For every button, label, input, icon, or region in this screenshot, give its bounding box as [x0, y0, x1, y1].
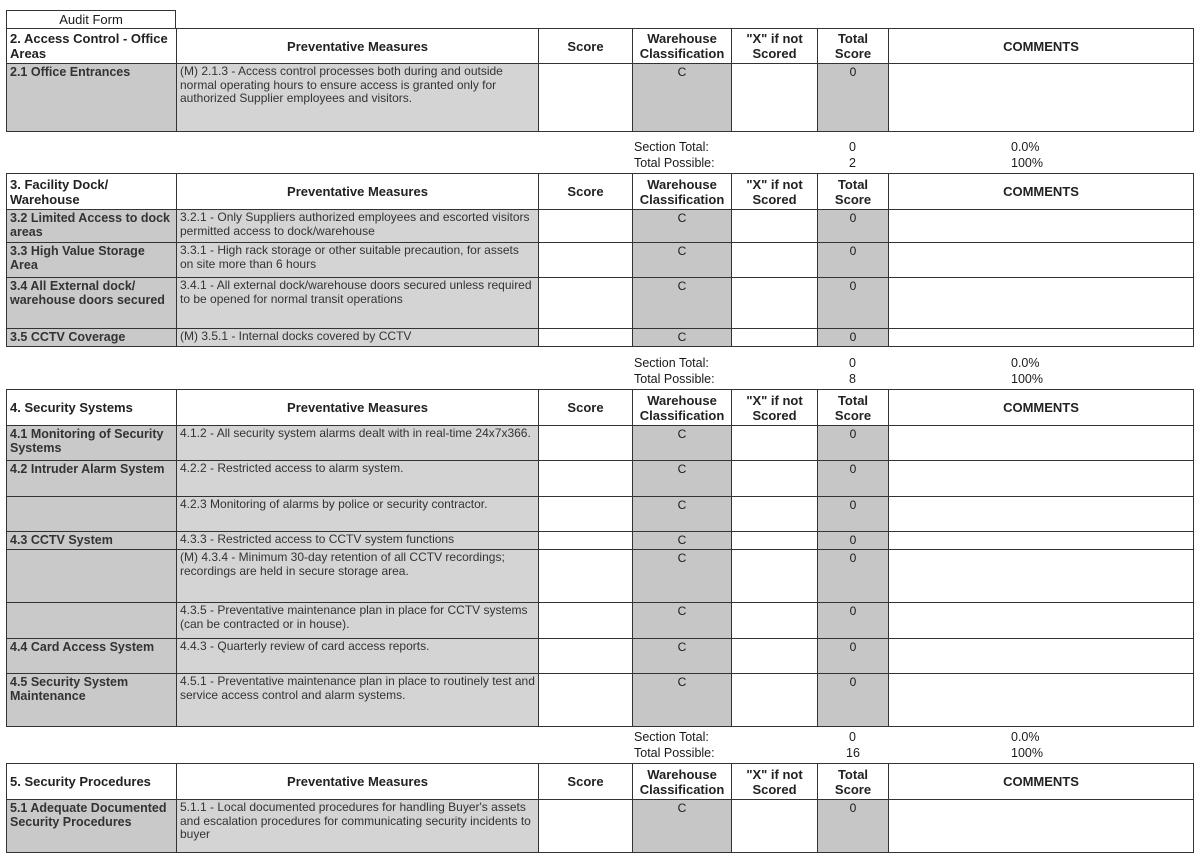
col-header-classification: Warehouse Classification — [633, 390, 732, 426]
not-scored-input[interactable] — [732, 278, 818, 329]
col-header-comments: COMMENTS — [889, 764, 1194, 800]
classification-cell: C — [633, 550, 732, 603]
score-input[interactable] — [539, 497, 633, 532]
not-scored-input[interactable] — [732, 426, 818, 461]
score-input[interactable] — [539, 674, 633, 727]
score-input[interactable] — [539, 550, 633, 603]
col-header-score: Score — [539, 174, 633, 210]
comments-input[interactable] — [889, 278, 1194, 329]
table-row — [7, 461, 1194, 497]
section-total-label: Section Total: — [634, 140, 709, 154]
not-scored-input[interactable] — [732, 461, 818, 497]
section-table-security-procedures — [6, 763, 1194, 853]
measure-cell: 4.2.3 Monitoring of alarms by police or security contractor. — [177, 497, 539, 532]
table-row — [7, 210, 1194, 243]
section-title: 4. Security Systems — [7, 390, 177, 426]
comments-input[interactable] — [889, 639, 1194, 674]
area-cell: 3.4 All External dock/ warehouse doors secured — [7, 278, 177, 329]
section-total-label: Section Total: — [634, 730, 709, 744]
total-score-cell: 0 — [818, 210, 889, 243]
table-row — [7, 426, 1194, 461]
comments-input[interactable] — [889, 674, 1194, 727]
score-input[interactable] — [539, 243, 633, 278]
area-cell: 4.5 Security System Maintenance — [7, 674, 177, 727]
score-input[interactable] — [539, 329, 633, 347]
col-header-comments: COMMENTS — [889, 174, 1194, 210]
col-header-not-scored: "X" if not Scored — [732, 29, 818, 64]
comments-input[interactable] — [889, 64, 1194, 132]
total-score-cell: 0 — [818, 461, 889, 497]
classification-cell: C — [633, 532, 732, 550]
comments-input[interactable] — [889, 329, 1194, 347]
table-row — [7, 603, 1194, 639]
col-header-classification: Warehouse Classification — [633, 29, 732, 64]
score-input[interactable] — [539, 64, 633, 132]
section-table-facility-dock — [6, 173, 1194, 347]
section-total-value: 0 — [849, 730, 856, 744]
total-score-cell: 0 — [818, 497, 889, 532]
area-cell: 3.2 Limited Access to dock areas — [7, 210, 177, 243]
area-cell: 4.2 Intruder Alarm System — [7, 461, 177, 497]
classification-cell: C — [633, 329, 732, 347]
total-possible-value: 16 — [846, 746, 860, 760]
not-scored-input[interactable] — [732, 497, 818, 532]
area-cell: 4.1 Monitoring of Security Systems — [7, 426, 177, 461]
section-total-pct: 0.0% — [1011, 356, 1040, 370]
measure-cell: 3.4.1 - All external dock/warehouse doors secured unless required to be opened for normal transit operations — [177, 278, 539, 329]
table-row — [7, 243, 1194, 278]
total-possible-pct: 100% — [1011, 156, 1043, 170]
measure-cell: 4.2.2 - Restricted access to alarm system. — [177, 461, 539, 497]
comments-input[interactable] — [889, 461, 1194, 497]
not-scored-input[interactable] — [732, 603, 818, 639]
table-row — [7, 497, 1194, 532]
area-cell — [7, 497, 177, 532]
col-header-measures: Preventative Measures — [177, 764, 539, 800]
table-row — [7, 800, 1194, 853]
table-row — [7, 329, 1194, 347]
col-header-not-scored: "X" if not Scored — [732, 764, 818, 800]
classification-cell: C — [633, 278, 732, 329]
comments-input[interactable] — [889, 603, 1194, 639]
comments-input[interactable] — [889, 243, 1194, 278]
measure-cell: 4.3.5 - Preventative maintenance plan in place for CCTV systems (can be contracted or in house). — [177, 603, 539, 639]
section-title: 5. Security Procedures — [7, 764, 177, 800]
comments-input[interactable] — [889, 426, 1194, 461]
col-header-total-score: Total Score — [818, 29, 889, 64]
total-score-cell: 0 — [818, 532, 889, 550]
score-input[interactable] — [539, 210, 633, 243]
col-header-score: Score — [539, 390, 633, 426]
not-scored-input[interactable] — [732, 639, 818, 674]
table-row — [7, 64, 1194, 132]
col-header-total-score: Total Score — [818, 390, 889, 426]
col-header-classification: Warehouse Classification — [633, 764, 732, 800]
total-score-cell: 0 — [818, 243, 889, 278]
section-total-label: Section Total: — [634, 356, 709, 370]
measure-cell: (M) 3.5.1 - Internal docks covered by CCTV — [177, 329, 539, 347]
col-header-total-score: Total Score — [818, 174, 889, 210]
col-header-measures: Preventative Measures — [177, 174, 539, 210]
measure-cell: 5.1.1 - Local documented procedures for handling Buyer's assets and escalation procedures for communicating security incidents to buyer — [177, 800, 539, 853]
table-row — [7, 532, 1194, 550]
not-scored-input[interactable] — [732, 210, 818, 243]
total-score-cell: 0 — [818, 800, 889, 853]
measure-cell: 3.3.1 - High rack storage or other suitable precaution, for assets on site more than 6 hours — [177, 243, 539, 278]
not-scored-input[interactable] — [732, 674, 818, 727]
table-row — [7, 674, 1194, 727]
col-header-not-scored: "X" if not Scored — [732, 174, 818, 210]
total-possible-label: Total Possible: — [634, 156, 715, 170]
total-score-cell: 0 — [818, 278, 889, 329]
not-scored-input[interactable] — [732, 800, 818, 853]
area-cell: 5.1 Adequate Documented Security Procedures — [7, 800, 177, 853]
classification-cell: C — [633, 674, 732, 727]
total-possible-value: 8 — [849, 372, 856, 386]
score-input[interactable] — [539, 603, 633, 639]
measure-cell: 4.5.1 - Preventative maintenance plan in place to routinely test and service access control and alarm systems. — [177, 674, 539, 727]
total-possible-pct: 100% — [1011, 746, 1043, 760]
not-scored-input[interactable] — [732, 550, 818, 603]
table-row — [7, 278, 1194, 329]
not-scored-input[interactable] — [732, 243, 818, 278]
comments-input[interactable] — [889, 800, 1194, 853]
classification-cell: C — [633, 603, 732, 639]
total-possible-value: 2 — [849, 156, 856, 170]
section-table-access-control — [6, 28, 1194, 132]
section-total-value: 0 — [849, 140, 856, 154]
col-header-measures: Preventative Measures — [177, 390, 539, 426]
score-input[interactable] — [539, 639, 633, 674]
total-score-cell: 0 — [818, 329, 889, 347]
measure-cell: 4.3.3 - Restricted access to CCTV system functions — [177, 532, 539, 550]
comments-input[interactable] — [889, 532, 1194, 550]
classification-cell: C — [633, 800, 732, 853]
classification-cell: C — [633, 210, 732, 243]
col-header-comments: COMMENTS — [889, 29, 1194, 64]
section-summary — [6, 140, 1194, 170]
not-scored-input[interactable] — [732, 64, 818, 132]
area-cell: 2.1 Office Entrances — [7, 64, 177, 132]
measure-cell: (M) 2.1.3 - Access control processes both during and outside normal operating hours to ensure access is granted only for authorized Supplier employees and visitors. — [177, 64, 539, 132]
total-score-cell: 0 — [818, 603, 889, 639]
measure-cell: 4.1.2 - All security system alarms dealt with in real-time 24x7x366. — [177, 426, 539, 461]
total-score-cell: 0 — [818, 550, 889, 603]
score-input[interactable] — [539, 278, 633, 329]
col-header-not-scored: "X" if not Scored — [732, 390, 818, 426]
classification-cell: C — [633, 426, 732, 461]
measure-cell: 4.4.3 - Quarterly review of card access reports. — [177, 639, 539, 674]
score-input[interactable] — [539, 800, 633, 853]
area-cell — [7, 550, 177, 603]
total-possible-label: Total Possible: — [634, 746, 715, 760]
col-header-score: Score — [539, 29, 633, 64]
comments-input[interactable] — [889, 210, 1194, 243]
score-input[interactable] — [539, 532, 633, 550]
table-row — [7, 550, 1194, 603]
form-title: Audit Form — [6, 10, 176, 28]
area-cell — [7, 603, 177, 639]
area-cell: 4.4 Card Access System — [7, 639, 177, 674]
total-score-cell: 0 — [818, 639, 889, 674]
score-input[interactable] — [539, 426, 633, 461]
area-cell: 3.5 CCTV Coverage — [7, 329, 177, 347]
not-scored-input[interactable] — [732, 532, 818, 550]
not-scored-input[interactable] — [732, 329, 818, 347]
measure-cell: (M) 4.3.4 - Minimum 30-day retention of all CCTV recordings; recordings are held in secure storage area. — [177, 550, 539, 603]
comments-input[interactable] — [889, 497, 1194, 532]
col-header-measures: Preventative Measures — [177, 29, 539, 64]
table-row — [7, 639, 1194, 674]
comments-input[interactable] — [889, 550, 1194, 603]
section-total-value: 0 — [849, 356, 856, 370]
col-header-classification: Warehouse Classification — [633, 174, 732, 210]
area-cell: 4.3 CCTV System — [7, 532, 177, 550]
area-cell: 3.3 High Value Storage Area — [7, 243, 177, 278]
section-title: 2. Access Control - Office Areas — [7, 29, 177, 64]
classification-cell: C — [633, 64, 732, 132]
section-summary — [6, 730, 1194, 760]
col-header-score: Score — [539, 764, 633, 800]
classification-cell: C — [633, 461, 732, 497]
classification-cell: C — [633, 243, 732, 278]
classification-cell: C — [633, 639, 732, 674]
col-header-comments: COMMENTS — [889, 390, 1194, 426]
total-possible-pct: 100% — [1011, 372, 1043, 386]
score-input[interactable] — [539, 461, 633, 497]
col-header-total-score: Total Score — [818, 764, 889, 800]
total-score-cell: 0 — [818, 674, 889, 727]
section-table-security-systems — [6, 389, 1194, 727]
section-total-pct: 0.0% — [1011, 730, 1040, 744]
classification-cell: C — [633, 497, 732, 532]
total-possible-label: Total Possible: — [634, 372, 715, 386]
section-title: 3. Facility Dock/ Warehouse — [7, 174, 177, 210]
total-score-cell: 0 — [818, 64, 889, 132]
measure-cell: 3.2.1 - Only Suppliers authorized employees and escorted visitors permitted access to dock/warehouse — [177, 210, 539, 243]
section-summary — [6, 356, 1194, 386]
section-total-pct: 0.0% — [1011, 140, 1040, 154]
total-score-cell: 0 — [818, 426, 889, 461]
